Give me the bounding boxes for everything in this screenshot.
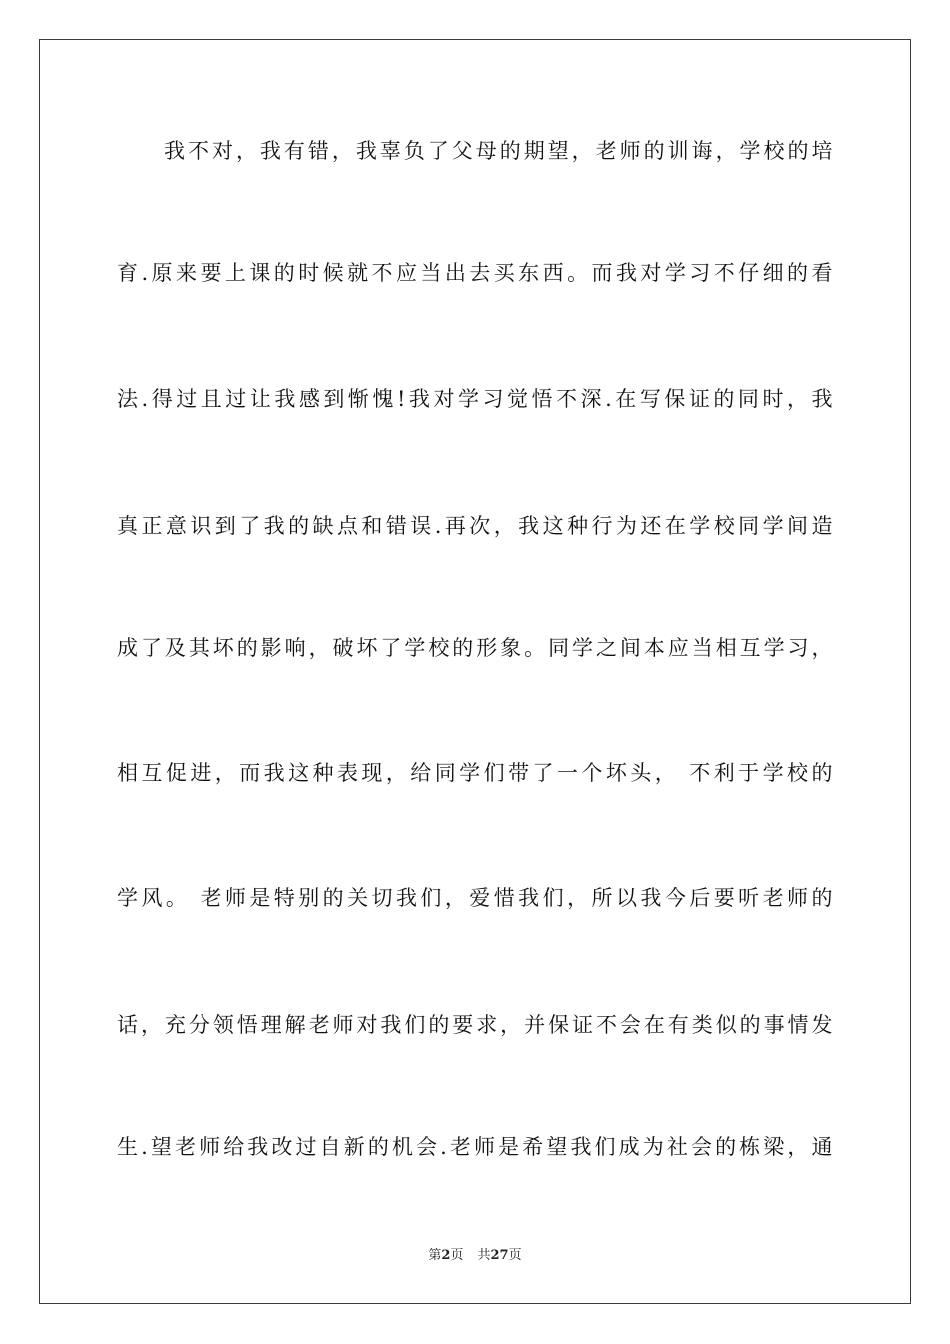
body-text-line-4: 真正意识到了我的缺点和错误.再次，我这种行为还在学校同学间造 <box>117 514 833 538</box>
total-pages: 27 <box>490 1248 509 1263</box>
page-number: 2 <box>441 1248 451 1263</box>
page-footer <box>0 1247 950 1265</box>
body-text-line-2: 育.原来要上课的时候就不应当出去买东西。而我对学习不仔细的看 <box>117 261 833 285</box>
total-pages-suffix: 页 <box>508 1248 522 1263</box>
body-text-line-9: 生.望老师给我改过自新的机会.老师是希望我们成为社会的栋梁，通 <box>117 1135 833 1159</box>
page-number-suffix: 页 <box>450 1248 464 1263</box>
body-text-line-1: 我不对，我有错，我辜负了父母的期望，老师的训诲，学校的培 <box>164 139 833 163</box>
total-pages-prefix: 共 <box>477 1248 491 1263</box>
body-text-line-6: 相互促进，而我这种表现，给同学们带了一个坏头， 不利于学校的 <box>117 761 833 785</box>
body-text-line-7: 学风。 老师是特别的关切我们，爱惜我们，所以我今后要听老师的 <box>117 886 833 910</box>
body-text-line-8: 话，充分领悟理解老师对我们的要求，并保证不会在有类似的事情发 <box>117 1013 833 1037</box>
body-text-line-3: 法.得过且过让我感到惭愧!我对学习觉悟不深.在写保证的同时，我 <box>117 387 833 411</box>
page-number-prefix: 第 <box>428 1248 442 1263</box>
body-text-line-5: 成了及其坏的影响，破坏了学校的形象。同学之间本应当相互学习， <box>117 636 833 660</box>
page-border <box>39 39 911 1304</box>
